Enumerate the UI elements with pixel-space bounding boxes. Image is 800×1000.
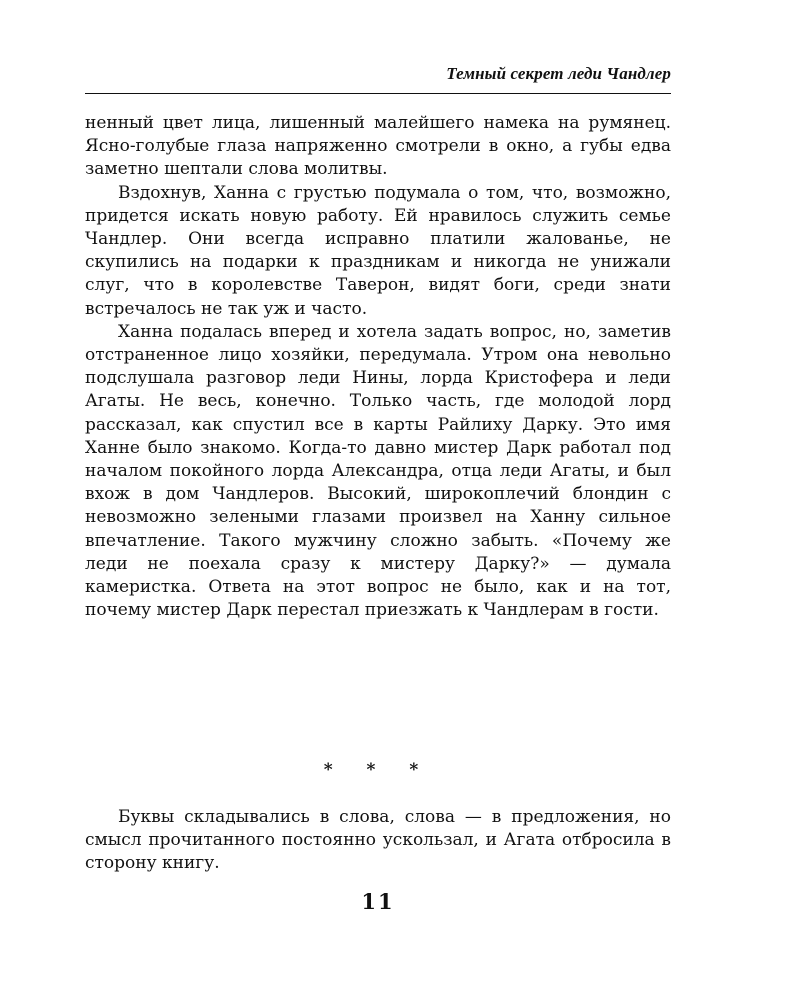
section-break-asterisks: * * *	[323, 760, 433, 780]
paragraph: Ханна подалась вперед и хотела задать вопрос, но, заметив отстраненное лицо хозяйки, передумала. Утром она невольно подслушала разговор леди Нины, лорда Кристофера и леди Агаты. Не весь, конечно. Только часть, где молодой лорд рассказал, как спустил все в карты Райлиху Дарку. Это имя Ханне было знакомо. Когда-то давно мистер Дарк работал под началом покойного лорда Александра, отца леди Агаты, и был вхож в дом Чандлеров. Высокий, широкоплечий блондин с невозможно зелеными глазами произвел на Ханну сильное впечатление. Такого мужчину сложно забыть. «Почему же леди не поехала сразу к мистеру Дарку?» — думала камеристка. Ответа на этот вопрос не было, как и на тот, почему мистер Дарк перестал приезжать к Чандлерам в гости.	[85, 321, 671, 621]
running-title: Темный секрет леди Чандлер	[446, 64, 671, 83]
header-rule	[85, 93, 671, 94]
paragraph-continued: ненный цвет лица, лишенный малейшего намека на румянец. Ясно-голубые глаза напряженно смотрели в окно, а губы едва заметно шептали слова молитвы.	[85, 113, 671, 180]
paragraph: Буквы складывались в слова, слова — в предложения, но смысл прочитанного постоянно ускользал, и Агата отбросила в сторону книгу.	[85, 807, 671, 874]
main-text-block	[85, 112, 671, 622]
main-text-block-after-break	[85, 806, 671, 876]
page-number: 11	[361, 889, 395, 914]
paragraph: Вздохнув, Ханна с грустью подумала о том, что, возможно, придется искать новую работу. Ей нравилось служить семье Чандлер. Они всегда исправно платили жалованье, не скупились на подарки к праздникам и никогда не унижали слуг, что в королевстве Таверон, видят боги, среди знати встречалось не так уж и часто.	[85, 182, 671, 319]
